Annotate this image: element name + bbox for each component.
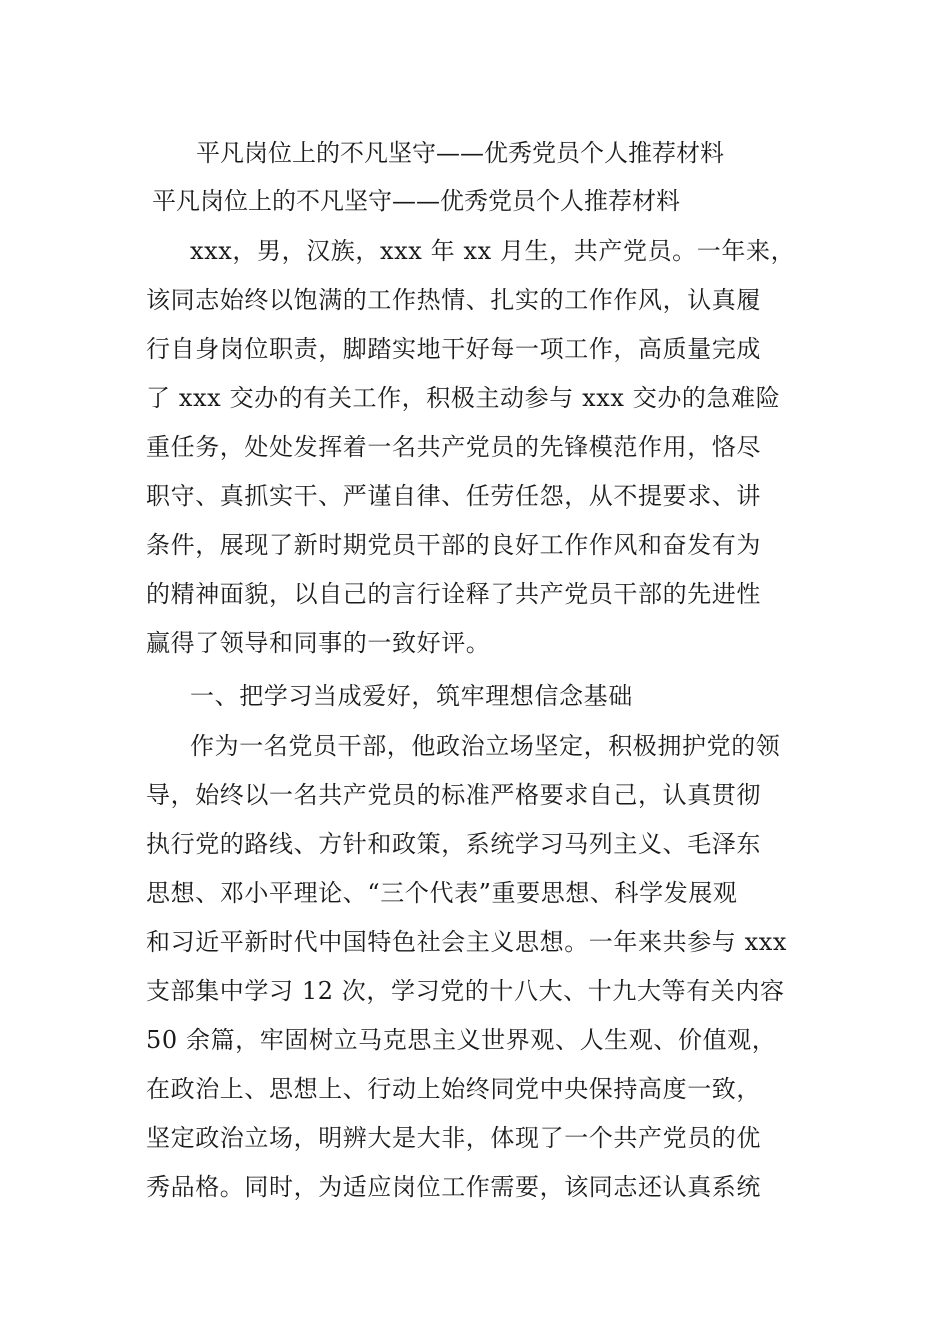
paragraph-line: 的精神面貌，以自己的言行诠释了共产党员干部的先进性	[146, 580, 761, 608]
section-paragraph	[146, 722, 810, 1212]
paragraph-line: 职守、真抓实干、严谨自律、任劳任怨，从不提要求、讲	[146, 482, 761, 510]
paragraph-line: 赢得了领导和同事的一致好评。	[146, 629, 491, 657]
paragraph-line: 在政治上、思想上、行动上始终同党中央保持高度一致，	[146, 1075, 761, 1103]
paragraph-line: 坚定政治立场，明辨大是大非，体现了一个共产党员的优	[146, 1124, 761, 1152]
document-title: 平凡岗位上的不凡坚守——优秀党员个人推荐材料	[196, 139, 724, 167]
paragraph-line: 了 xxx 交办的有关工作，积极主动参与 xxx 交办的急难险	[146, 384, 781, 412]
document-subtitle: 平凡岗位上的不凡坚守——优秀党员个人推荐材料	[152, 187, 680, 215]
paragraph-line: 执行党的路线、方针和政策，系统学习马列主义、毛泽东	[146, 830, 761, 858]
paragraph-line: 秀品格。同时，为适应岗位工作需要，该同志还认真系统	[146, 1173, 761, 1201]
paragraph-line: 重任务，处处发挥着一名共产党员的先锋模范作用，恪尽	[146, 433, 761, 461]
paragraph-line: 和习近平新时代中国特色社会主义思想。一年来共参与 xxx	[146, 928, 788, 956]
paragraph-line: 思想、邓小平理论、“三个代表”重要思想、科学发展观	[146, 879, 738, 907]
paragraph-line: 作为一名党员干部，他政治立场坚定，积极拥护党的领	[190, 732, 781, 760]
paragraph-line: xxx，男，汉族，xxx 年 xx 月生，共产党员。一年来，	[190, 237, 796, 265]
paragraph-line: 50 余篇，牢固树立马克思主义世界观、人生观、价值观，	[146, 1026, 777, 1054]
intro-paragraph	[146, 227, 810, 668]
paragraph-line: 导，始终以一名共产党员的标准严格要求自己，认真贯彻	[146, 781, 761, 809]
section-heading-text: 一、把学习当成爱好，筑牢理想信念基础	[190, 682, 633, 710]
paragraph-line: 条件，展现了新时期党员干部的良好工作作风和奋发有为	[146, 531, 761, 559]
paragraph-line: 该同志始终以饱满的工作热情、扎实的工作作风，认真履	[146, 286, 761, 314]
paragraph-line: 行自身岗位职责，脚踏实地干好每一项工作，高质量完成	[146, 335, 761, 363]
section-heading	[146, 672, 810, 721]
paragraph-line: 支部集中学习 12 次，学习党的十八大、十九大等有关内容	[146, 977, 785, 1005]
